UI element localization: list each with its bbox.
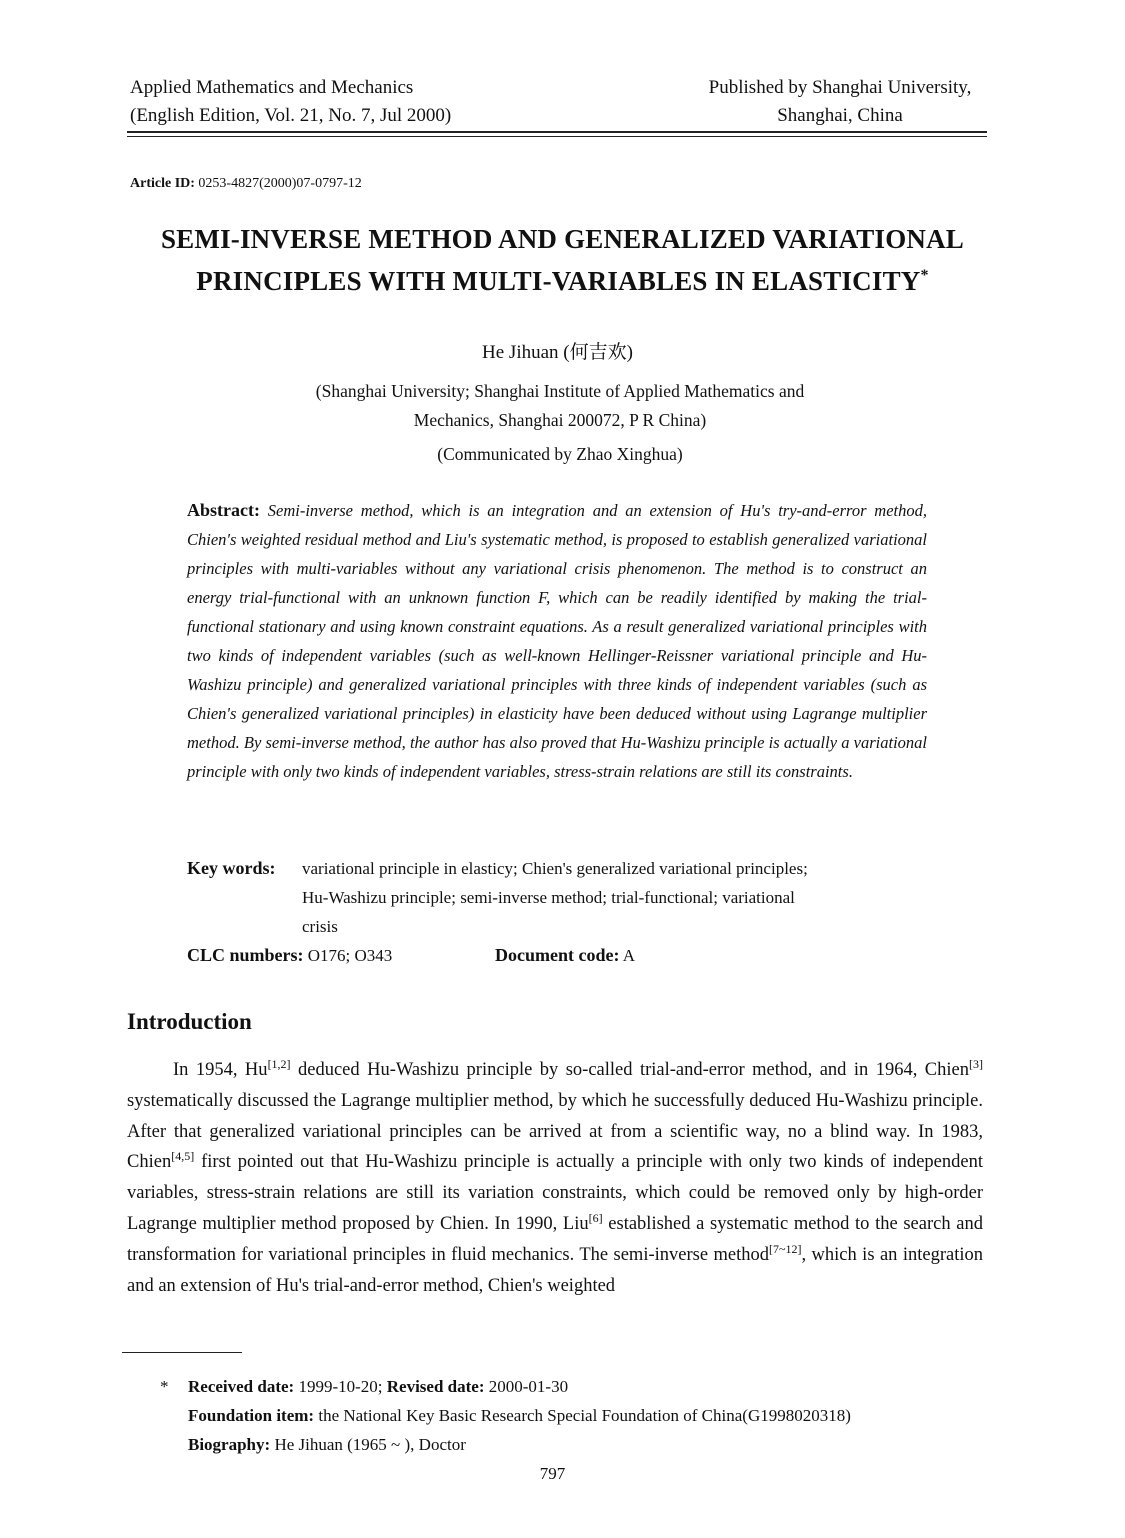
journal-info <box>130 74 451 130</box>
doc-code-value: A <box>622 946 636 965</box>
article-id <box>130 176 362 192</box>
received-dates: Received date: 1999-10-20; Revised date: 2000-01-30 <box>188 1377 569 1396</box>
affiliation <box>0 377 1120 469</box>
clc-label: CLC numbers: <box>187 945 304 965</box>
citation-ref[interactable]: [1,2] <box>267 1056 291 1071</box>
journal-edition: (English Edition, Vol. 21, No. 7, Jul 2000) <box>130 105 452 126</box>
communicated-by: (Communicated by Zhao Xinghua) <box>437 444 683 464</box>
footnotes <box>188 1372 988 1459</box>
journal-name: Applied Mathematics and Mechanics <box>130 77 414 98</box>
title-footnote-mark: * <box>920 267 929 284</box>
title-line-2: PRINCIPLES WITH MULTI-VARIABLES IN ELASTICITY* <box>196 266 929 296</box>
clc-numbers <box>187 941 392 970</box>
citation-ref[interactable]: [7~12] <box>768 1241 802 1256</box>
paper-title <box>0 218 1125 302</box>
title-line-1: SEMI-INVERSE METHOD AND GENERALIZED VARIATIONAL <box>160 224 965 254</box>
citation-ref[interactable]: [4,5] <box>171 1149 195 1164</box>
header-rule-bottom <box>127 136 987 137</box>
keywords-line-2: Hu-Washizu principle; semi-inverse method; trial-functional; variational <box>302 888 795 907</box>
affiliation-line-1: (Shanghai University; Shanghai Institute of Applied Mathematics and <box>315 381 805 401</box>
affiliation-line-2: Mechanics, Shanghai 200072, P R China) <box>413 410 707 430</box>
author: He Jihuan (何吉欢) <box>482 342 633 363</box>
clc-value: O176; O343 <box>307 946 393 965</box>
citation-ref[interactable]: [6] <box>588 1210 603 1225</box>
article-id-value: 0253-4827(2000)07-0797-12 <box>198 176 362 191</box>
keywords <box>302 854 927 941</box>
page-number: 797 <box>539 1464 566 1483</box>
doc-code-label: Document code: <box>495 945 620 965</box>
publisher-location: Shanghai, China <box>777 105 903 126</box>
foundation-item: Foundation item: the National Key Basic Research Special Foundation of China(G1998020318) <box>188 1406 851 1425</box>
article-id-label: Article ID: <box>130 176 195 191</box>
document-code <box>495 941 635 970</box>
publisher-info <box>690 74 990 130</box>
biography: Biography: He Jihuan (1965 ~ ), Doctor <box>188 1435 466 1454</box>
publisher-name: Published by Shanghai University, <box>708 77 972 98</box>
footnote-rule <box>122 1352 242 1353</box>
footnote-star: * <box>160 1377 169 1396</box>
header-rule-top <box>127 131 987 133</box>
keywords-line-3: crisis <box>302 917 338 936</box>
introduction-paragraph: In 1954, Hu[1,2] deduced Hu-Washizu principle by so-called trial-and-error method, and in 1964, Chien[3] systematically discussed the Lagrange multiplier method, by which he successfully deduced Hu-Washizu principle. After that generalized variational principles can be arrived at from a scientific way, no a blind way. In 1983, Chien[4,5] first pointed out that Hu-Washizu principle is actually a principle with only two kinds of independent variables, stress-strain relations are still its variation constraints, which could be removed only by high-order Lagrange multiplier method proposed by Chien. In 1990, Liu[6] established a systematic method to the search and transformation for variational principles in fluid mechanics. The semi-inverse method[7~12], which is an integration and an extension of Hu's trial-and-error method, Chien's weighted <box>127 1056 984 1296</box>
keywords-line-1: variational principle in elasticy; Chien's generalized variational principles; <box>302 859 808 878</box>
abstract-text: Semi-inverse method, which is an integration and an extension of Hu's try-and-error method, Chien's weighted residual method and Liu's systematic method, is proposed to establish generalized variational principles with multi-variables without any variational crisis phenomenon. The method is to construct an energy trial-functional with an unknown function F, which can be readily identified by making the trial-functional stationary and using known constraint equations. As a result generalized variational principles with two kinds of independent variables (such as well-known Hellinger-Reissner variational principle and Hu-Washizu principle) and generalized variational principles with three kinds of independent variables (such as Chien's generalized variational principles) in elasticity have been deduced without using Lagrange multiplier method. By semi-inverse method, the author has also proved that Hu-Washizu principle is actually a variational principle with only two kinds of independent variables, stress-strain relations are still its constraints. <box>187 501 927 781</box>
citation-ref[interactable]: [3] <box>969 1056 983 1071</box>
abstract-label: Abstract: <box>187 500 260 520</box>
abstract <box>187 496 927 786</box>
keywords-label: Key words: <box>187 858 276 878</box>
section-heading-introduction: Introduction <box>127 1009 252 1034</box>
